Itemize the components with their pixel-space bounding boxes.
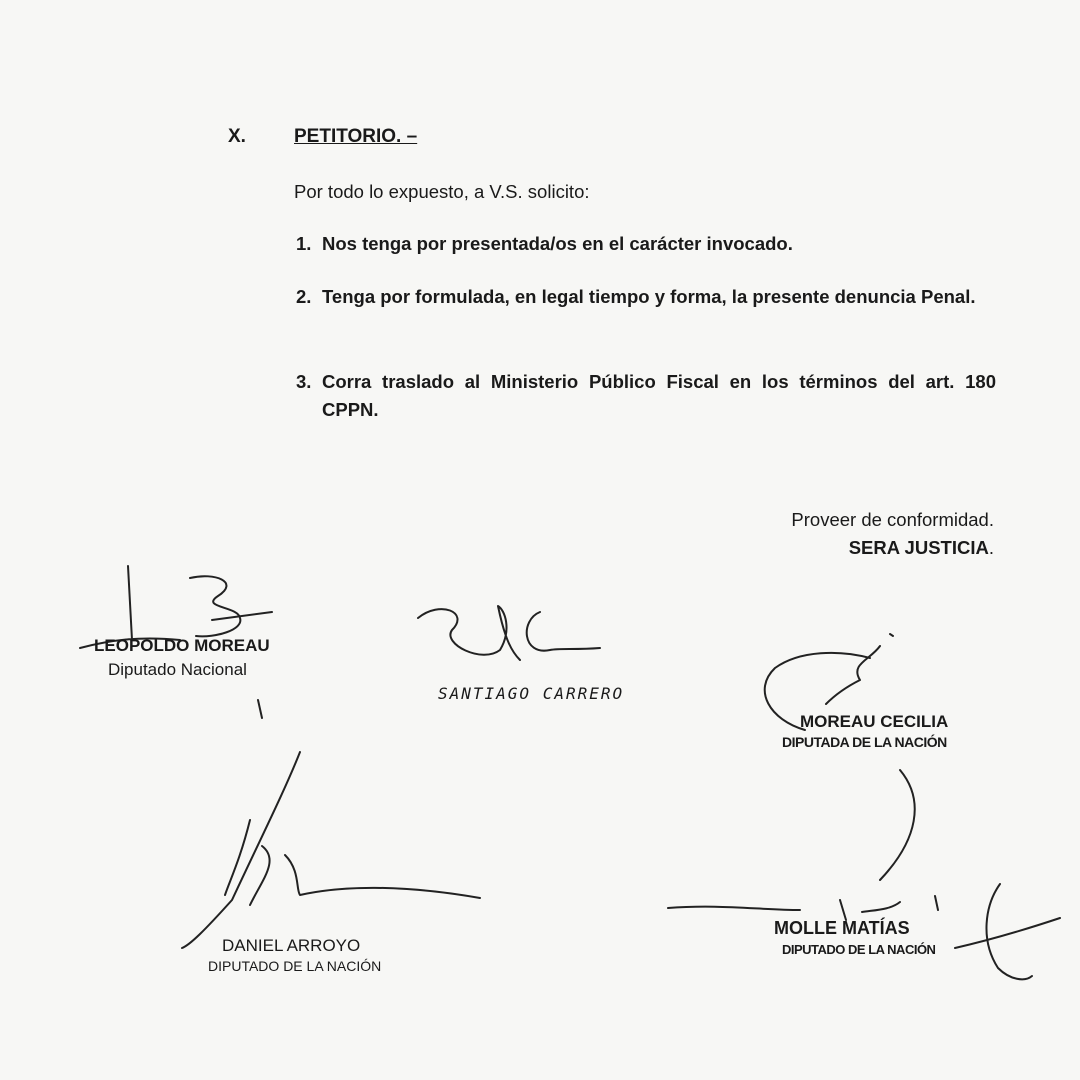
request-number: 1. [296, 233, 312, 254]
signature-carrero [418, 606, 600, 660]
closing-line-2: SERA JUSTICIA [848, 537, 989, 558]
request-text: Nos tenga por presentada/os en el carácter invocado. [322, 233, 793, 254]
signature-role-moreau-cecilia: DIPUTADA DE LA NACIÓN [782, 734, 947, 750]
intro-text: Por todo lo expuesto, a V.S. solicito: [294, 181, 590, 202]
closing-line-1: Proveer de conformidad. [791, 509, 994, 530]
signature-name-molle: MOLLE MATÍAS [774, 918, 910, 938]
signature-role-moreau-leopoldo: Diputado Nacional [108, 660, 247, 679]
signature-name-arroyo: DANIEL ARROYO [222, 936, 361, 955]
request-text: Corra traslado al Ministerio Público Fiscal en los términos del art. 180 CPPN. [322, 371, 996, 420]
closing-period: . [988, 537, 994, 558]
request-number: 2. [296, 286, 312, 307]
signature-moreau-cecilia [765, 634, 915, 880]
signature-name-carrero: SANTIAGO CARRERO [438, 684, 625, 703]
request-number: 3. [296, 371, 312, 392]
signature-arroyo [182, 752, 480, 948]
signature-role-molle: DIPUTADO DE LA NACIÓN [782, 942, 936, 957]
signature-name-moreau-leopoldo: LEOPOLDO MOREAU [94, 636, 270, 655]
section-title: PETITORIO. – [294, 126, 418, 147]
signature-name-moreau-cecilia: MOREAU CECILIA [800, 712, 949, 731]
request-text: Tenga por formulada, en legal tiempo y forma, la presente denuncia Penal. [322, 286, 976, 307]
signature-role-arroyo: DIPUTADO DE LA NACIÓN [208, 958, 382, 974]
section-number: X. [228, 126, 246, 147]
